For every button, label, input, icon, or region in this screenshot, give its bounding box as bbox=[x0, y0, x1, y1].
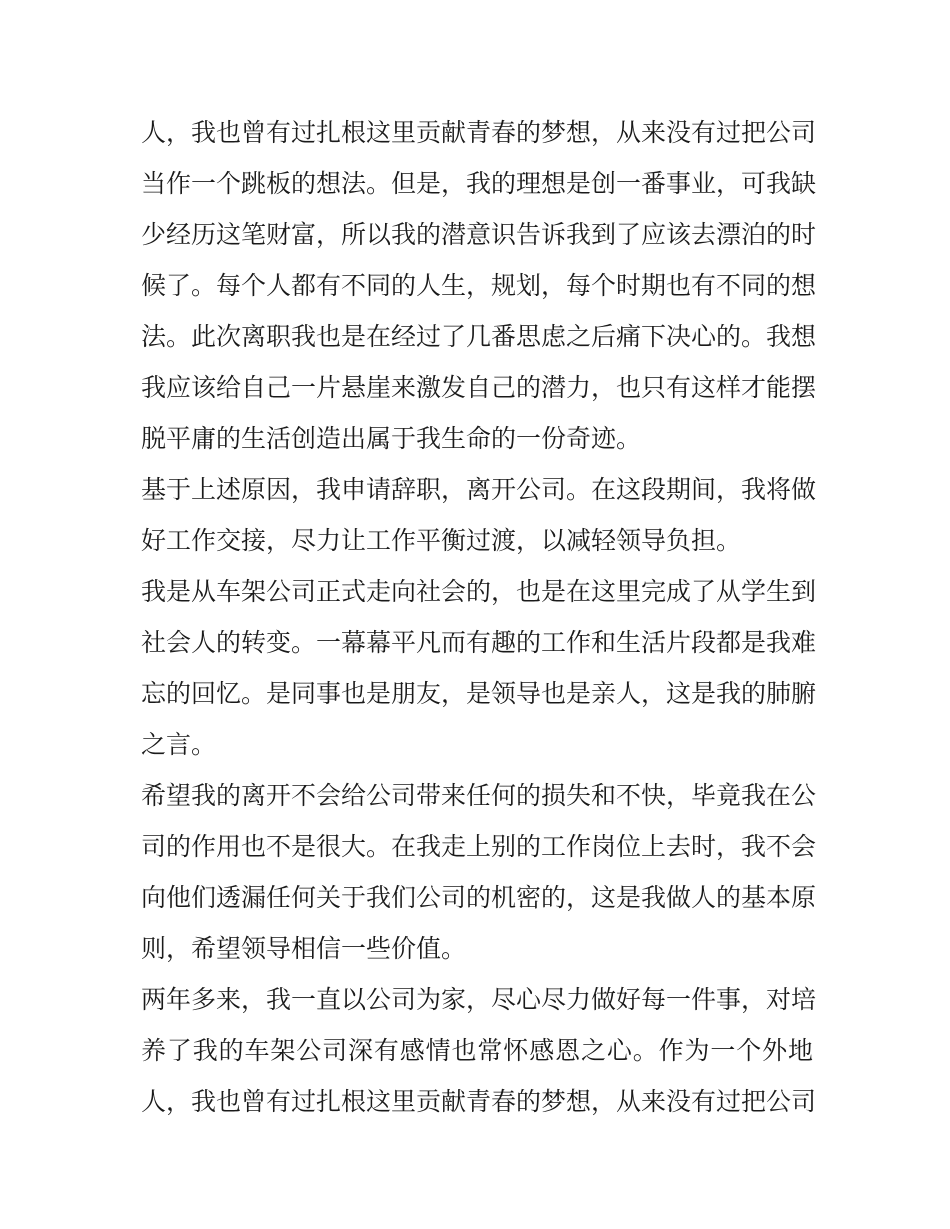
text-line: 好工作交接，尽力让工作平衡过渡，以减轻领导负担。 bbox=[141, 526, 742, 555]
text-line: 社会人的转变。一幕幕平凡而有趣的工作和生活片段都是我难 bbox=[141, 628, 817, 657]
text-line: 少经历这笔财富，所以我的潜意识告诉我到了应该去漂泊的时 bbox=[141, 220, 817, 249]
text-line: 希望我的离开不会给公司带来任何的损失和不快，毕竟我在公 bbox=[141, 781, 817, 810]
text-line: 人，我也曾有过扎根这里贡献青春的梦想，从来没有过把公司 bbox=[141, 118, 817, 147]
text-line: 两年多来，我一直以公司为家，尽心尽力做好每一件事，对培 bbox=[141, 985, 817, 1014]
document-body bbox=[141, 107, 817, 1127]
text-line: 司的作用也不是很大。在我走上别的工作岗位上去时，我不会 bbox=[141, 832, 817, 861]
text-line: 当作一个跳板的想法。但是，我的理想是创一番事业，可我缺 bbox=[141, 169, 817, 198]
text-line: 脱平庸的生活创造出属于我生命的一份奇迹。 bbox=[141, 424, 642, 453]
text-line: 养了我的车架公司深有感情也常怀感恩之心。作为一个外地 bbox=[141, 1036, 813, 1065]
text-line: 我应该给自己一片悬崖来激发自己的潜力，也只有这样才能摆 bbox=[141, 373, 817, 402]
text-line: 向他们透漏任何关于我们公司的机密的，这是我做人的基本原 bbox=[141, 883, 817, 912]
text-line: 则，希望领导相信一些价值。 bbox=[141, 934, 467, 963]
text-line: 法。此次离职我也是在经过了几番思虑之后痛下决心的。我想 bbox=[141, 322, 817, 351]
text-line: 基于上述原因，我申请辞职，离开公司。在这段期间，我将做 bbox=[141, 475, 817, 504]
text-line: 人，我也曾有过扎根这里贡献青春的梦想，从来没有过把公司 bbox=[141, 1087, 817, 1116]
text-line: 忘的回忆。是同事也是朋友，是领导也是亲人，这是我的肺腑 bbox=[141, 679, 817, 708]
text-line: 我是从车架公司正式走向社会的，也是在这里完成了从学生到 bbox=[141, 577, 817, 606]
text-line: 之言。 bbox=[141, 730, 217, 759]
text-line: 候了。每个人都有不同的人生，规划，每个时期也有不同的想 bbox=[141, 271, 817, 300]
